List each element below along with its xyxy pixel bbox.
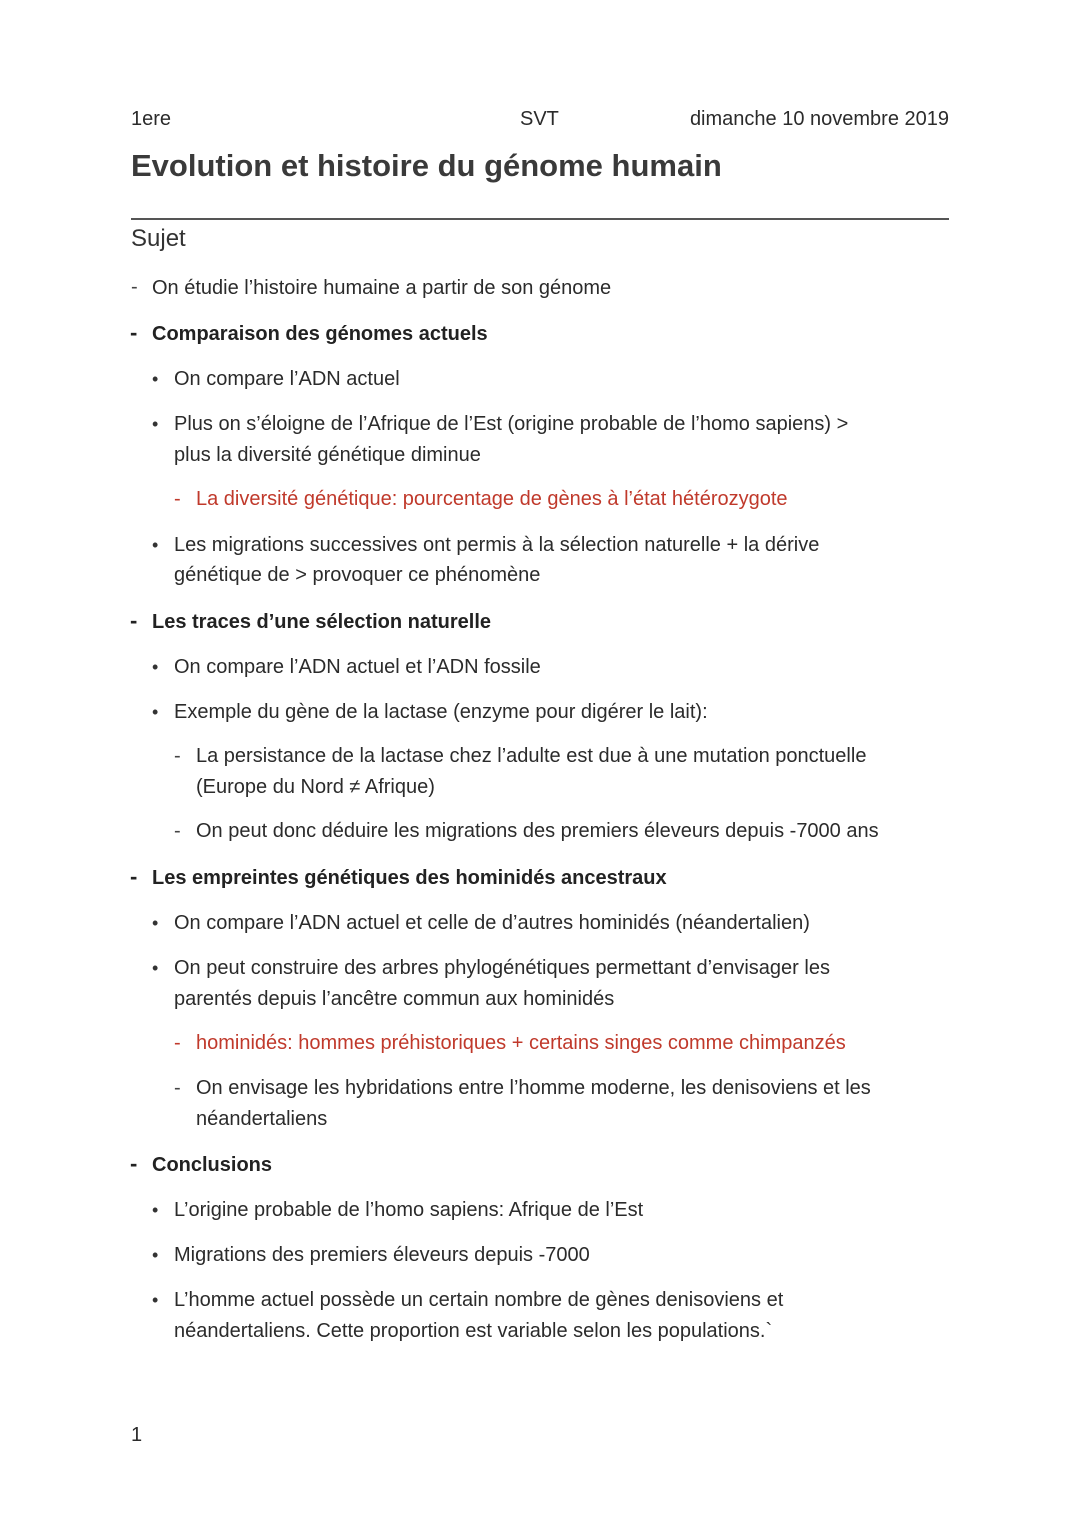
- dash-marker: -: [174, 745, 181, 767]
- dash-marker: -: [131, 276, 138, 298]
- title-divider: [131, 218, 949, 220]
- bullet-marker: •: [152, 535, 159, 555]
- section-title: Sujet: [131, 225, 186, 252]
- intro-text: On étudie l’histoire humaine a partir de son génome: [152, 277, 612, 299]
- sub-item: La persistance de la lactase chez l’adulte est due à une mutation ponctuelle: [196, 745, 867, 767]
- dash-marker: -: [130, 864, 138, 889]
- bullet-marker: •: [152, 1245, 159, 1265]
- list-item-continuation: plus la diversité génétique diminue: [174, 444, 481, 466]
- list-item: Les migrations successives ont permis à la sélection naturelle + la dérive: [174, 534, 820, 556]
- list-item: On peut construire des arbres phylogénétiques permettant d’envisager les: [174, 957, 830, 979]
- subject-label: SVT: [520, 108, 559, 130]
- bullet-marker: •: [152, 1290, 159, 1310]
- section-heading-1: Comparaison des génomes actuels: [152, 323, 488, 345]
- sub-item-continuation: néandertaliens: [196, 1108, 328, 1130]
- dash-marker: -: [174, 1032, 181, 1054]
- list-item: Exemple du gène de la lactase (enzyme pour digérer le lait):: [174, 701, 708, 723]
- sub-item: On envisage les hybridations entre l’homme moderne, les denisoviens et les: [196, 1077, 871, 1099]
- section-heading-4: Conclusions: [152, 1154, 273, 1176]
- dash-marker: -: [174, 820, 181, 842]
- bullet-marker: •: [152, 657, 159, 677]
- dash-marker: -: [130, 320, 138, 345]
- sub-item-continuation: (Europe du Nord ≠ Afrique): [196, 776, 435, 798]
- list-item: Migrations des premiers éleveurs depuis -7000: [174, 1244, 590, 1266]
- bullet-marker: •: [152, 369, 159, 389]
- dash-marker: -: [174, 488, 181, 510]
- bullet-marker: •: [152, 702, 159, 722]
- dash-marker: -: [130, 608, 138, 633]
- page-title: Evolution et histoire du génome humain: [131, 148, 722, 183]
- class-level: 1ere: [131, 108, 172, 130]
- list-item: On compare l’ADN actuel et l’ADN fossile: [174, 656, 541, 678]
- section-heading-3: Les empreintes génétiques des hominidés ancestraux: [152, 867, 667, 889]
- list-item-continuation: parentés depuis l’ancêtre commun aux hominidés: [174, 988, 615, 1010]
- definition-note: La diversité génétique: pourcentage de gènes à l’état hétérozygote: [196, 488, 788, 510]
- list-item-continuation: néandertaliens. Cette proportion est variable selon les populations.`: [174, 1320, 773, 1342]
- definition-note: hominidés: hommes préhistoriques + certains singes comme chimpanzés: [196, 1032, 846, 1054]
- sub-item: On peut donc déduire les migrations des premiers éleveurs depuis -7000 ans: [196, 820, 879, 842]
- date-label: dimanche 10 novembre 2019: [689, 108, 949, 130]
- list-item-continuation: génétique de > provoquer ce phénomène: [174, 564, 541, 586]
- bullet-marker: •: [152, 1200, 159, 1220]
- list-item: On compare l’ADN actuel: [174, 368, 400, 390]
- dash-marker: -: [174, 1077, 181, 1099]
- list-item: L’origine probable de l’homo sapiens: Afrique de l’Est: [174, 1199, 644, 1221]
- list-item: On compare l’ADN actuel et celle de d’autres hominidés (néandertalien): [174, 912, 810, 934]
- section-heading-2: Les traces d’une sélection naturelle: [152, 611, 492, 633]
- bullet-marker: •: [152, 958, 159, 978]
- list-item: L’homme actuel possède un certain nombre de gènes denisoviens et: [174, 1289, 784, 1311]
- page-number: 1: [131, 1424, 143, 1446]
- bullet-marker: •: [152, 414, 159, 434]
- page-header: [131, 108, 949, 136]
- dash-marker: -: [130, 1151, 138, 1176]
- bullet-marker: •: [152, 913, 159, 933]
- list-item: Plus on s’éloigne de l’Afrique de l’Est (origine probable de l’homo sapiens) >: [174, 413, 849, 435]
